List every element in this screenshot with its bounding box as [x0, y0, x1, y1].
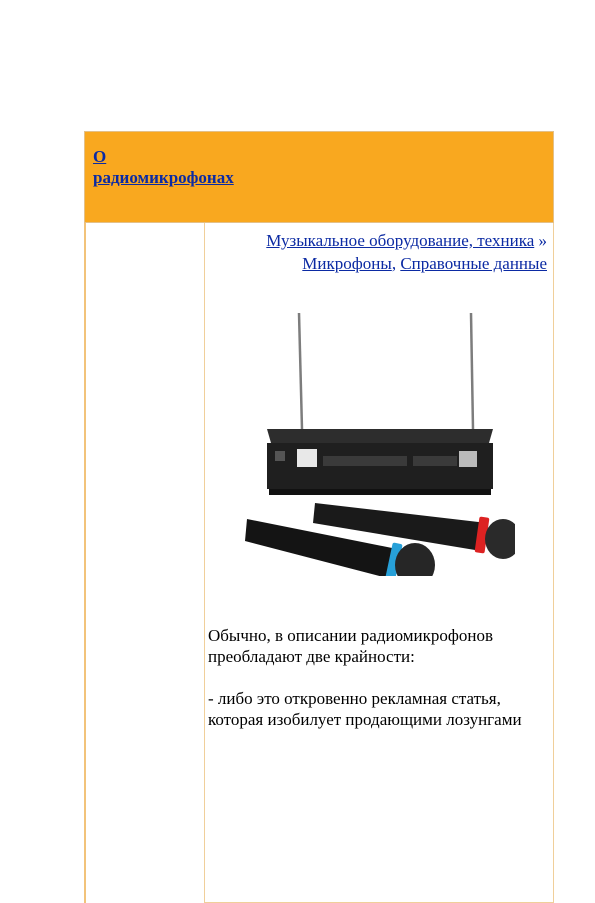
right-antenna — [471, 313, 473, 429]
channel-display-b — [413, 456, 457, 466]
breadcrumb-comma: , — [391, 254, 401, 273]
page-title-link[interactable]: О радиомикрофонах — [93, 147, 234, 187]
wireless-microphone-system-photo — [245, 311, 515, 576]
content-column — [204, 223, 554, 903]
receiver-logo — [459, 451, 477, 467]
receiver-top — [267, 429, 493, 443]
breadcrumb-link-music-equipment[interactable]: Музыкальное оборудование, техника — [266, 231, 535, 250]
channel-display-a — [323, 456, 407, 466]
microphone-grille-back — [485, 519, 515, 559]
left-antenna — [299, 313, 302, 429]
breadcrumb-link-microphones[interactable]: Микрофоны — [302, 254, 392, 273]
receiver-badge — [297, 449, 317, 467]
breadcrumb-link-reference-data[interactable]: Справочные данные — [400, 254, 547, 273]
header-cell — [84, 131, 554, 223]
power-led — [275, 451, 285, 461]
receiver-base — [269, 489, 491, 495]
article-body — [208, 625, 553, 751]
breadcrumb — [247, 229, 547, 275]
paragraph: Обычно, в описании радиомикрофонов преобладают две крайности: — [208, 626, 494, 666]
paragraph: - либо это откровенно рекламная статья, которая изобилует продающими лозунгами — [208, 689, 522, 729]
left-column — [84, 223, 204, 903]
breadcrumb-separator: » — [534, 231, 547, 250]
